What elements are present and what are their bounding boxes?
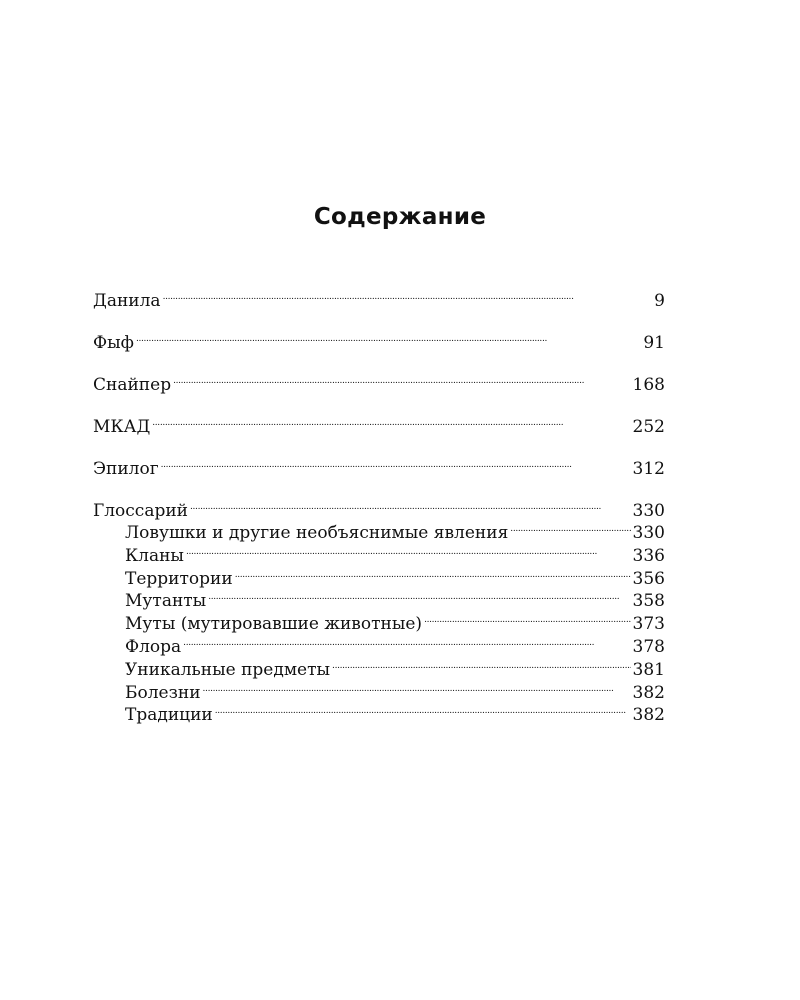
dot-leader <box>203 676 631 698</box>
toc-entry-page: 312 <box>632 459 665 479</box>
toc-entry <box>93 284 665 311</box>
toc-subentry-title: Муты (мутировавшие животные) <box>125 614 423 635</box>
toc-entry-title: Эпилог <box>93 459 159 479</box>
toc-subentry-page: 373 <box>632 614 665 635</box>
toc-subentry-title: Мутанты <box>125 591 207 612</box>
toc-subentry-page: 330 <box>632 523 665 543</box>
toc-subentry-title: Уникальные предметы <box>125 659 331 680</box>
toc-entry <box>93 368 665 395</box>
dot-leader <box>152 410 630 432</box>
toc-subentry-page: 382 <box>632 705 665 726</box>
toc-subentry-page: 358 <box>632 591 665 612</box>
toc-entry <box>93 452 665 479</box>
dot-leader <box>235 562 631 584</box>
toc-entry-page: 9 <box>654 291 665 311</box>
toc-subentry-page: 378 <box>632 636 665 657</box>
dot-leader <box>173 368 630 390</box>
dot-leader <box>190 494 631 516</box>
toc-subentry-page: 382 <box>632 682 665 703</box>
dot-leader <box>510 516 630 538</box>
toc-subentry-title: Кланы <box>125 545 184 566</box>
dot-leader <box>215 698 631 720</box>
dot-leader <box>183 630 630 652</box>
dot-leader <box>163 284 653 306</box>
toc-entry <box>93 410 665 437</box>
toc-subentry-page: 336 <box>632 545 665 566</box>
toc-subentry-page: 356 <box>632 568 665 589</box>
toc-entry <box>93 494 665 521</box>
toc-entry-title: МКАД <box>93 417 151 437</box>
dot-leader <box>208 584 630 606</box>
toc-entry-title: Данила <box>93 291 161 311</box>
toc-entry-page: 168 <box>632 375 665 395</box>
toc-entry-title: Глоссарий <box>93 501 189 521</box>
toc-subentry-title: Болезни <box>125 682 201 703</box>
table-of-contents <box>93 284 665 726</box>
toc-subentry-title: Ловушки и другие необъяснимые явления <box>125 523 509 543</box>
toc-entry-page: 252 <box>632 417 665 437</box>
dot-leader <box>186 539 631 561</box>
toc-entry-page: 91 <box>643 333 665 353</box>
toc-entry-title: Фыф <box>93 333 134 353</box>
dot-leader <box>136 326 641 348</box>
toc-subentry-page: 381 <box>632 659 665 680</box>
dot-leader <box>332 653 631 675</box>
toc-subentry-title: Флора <box>125 636 182 657</box>
toc-entry-title: Снайпер <box>93 375 172 395</box>
toc-heading: Содержание <box>313 204 487 230</box>
toc-subentry-title: Традиции <box>125 705 213 726</box>
dot-leader <box>424 607 630 629</box>
toc-entry <box>93 326 665 353</box>
dot-leader <box>161 452 631 474</box>
toc-subentry-title: Территории <box>125 568 233 589</box>
toc-entry-page: 330 <box>632 501 665 521</box>
